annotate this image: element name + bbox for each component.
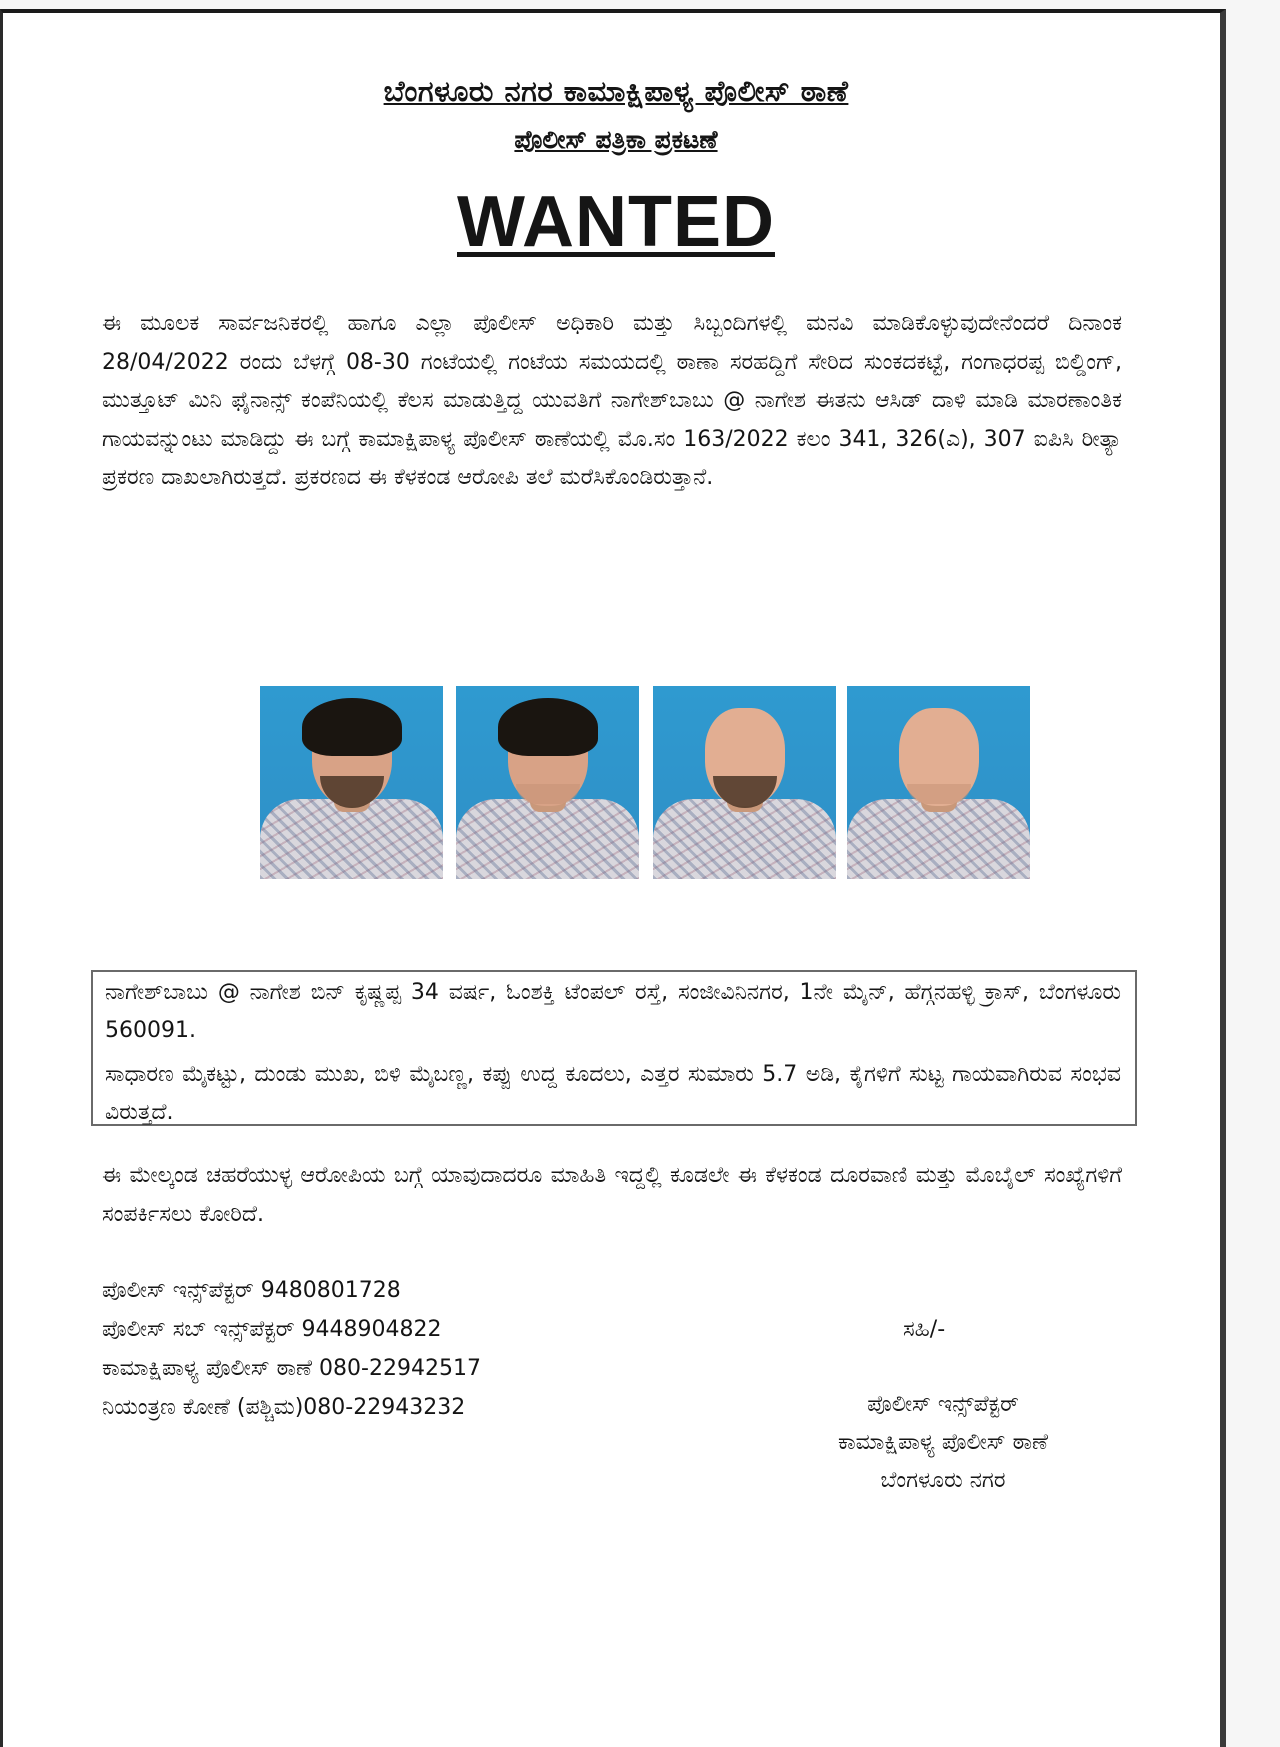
contact-station: ಕಾಮಾಕ್ಷಿಪಾಳ್ಯ ಪೊಲೀಸ್ ಠಾಣೆ 080-22942517	[102, 1356, 481, 1381]
suspect-photo-4	[847, 686, 1030, 879]
contact-control-room: ನಿಯಂತ್ರಣ ಕೋಣೆ (ಪಶ್ಚಿಮ)080-22943232	[102, 1395, 466, 1420]
suspect-details: ನಾಗೇಶ್‌ಬಾಬು @ ನಾಗೇಶ ಬಿನ್ ಕೃಷ್ಣಪ್ಪ 34 ವರ್ಷ, ಓಂಶಕ್ತಿ ಟೆಂಪಲ್ ರಸ್ತೆ, ಸಂಜೀವಿನಿನಗರ, 1ನೇ ಮೈನ್, ಹೆಗ್ಗನಹಳ್ಳಿ ಕ್ರಾಸ್, ಬೆಂಗಳೂರು 560091.	[105, 980, 1121, 1043]
signature-mark: ಸಹಿ/-	[903, 1317, 946, 1342]
wanted-heading: WANTED	[457, 182, 775, 262]
signature-block	[743, 1386, 1143, 1500]
suspect-photo-3	[653, 686, 836, 879]
suspect-description: ಸಾಧಾರಣ ಮೈಕಟ್ಟು, ದುಂಡು ಮುಖ, ಬಿಳಿ ಮೈಬಣ್ಣ, ಕಪ್ಪು ಉದ್ದ ಕೂದಲು, ಎತ್ತರ ಸುಮಾರು 5.7 ಅಡಿ, ಕೈಗಳಿಗೆ ಸುಟ್ಟ ಗಾಯವಾಗಿರುವ ಸಂಭವ ವಿರುತ್ತದೆ.	[105, 1062, 1121, 1125]
wanted-notice-page	[0, 9, 1226, 1747]
incident-paragraph: ಈ ಮೂಲಕ ಸಾರ್ವಜನಿಕರಲ್ಲಿ ಹಾಗೂ ಎಲ್ಲಾ ಪೊಲೀಸ್ ಅಧಿಕಾರಿ ಮತ್ತು ಸಿಬ್ಬಂದಿಗಳಲ್ಲಿ ಮನವಿ ಮಾಡಿಕೊಳ್ಳುವುದೇನೆಂದರೆ ದಿನಾಂಕ 28/04/2022 ರಂದು ಬೆಳಗ್ಗೆ 08-30 ಗಂಟೆಯಲ್ಲಿ ಗಂಟೆಯ ಸಮಯದಲ್ಲಿ ಠಾಣಾ ಸರಹದ್ದಿಗೆ ಸೇರಿದ ಸುಂಕದಕಟ್ಟೆ, ಗಂಗಾಧರಪ್ಪ ಬಿಲ್ಡಿಂಗ್, ಮುತ್ತೂಟ್ ಮಿನಿ ಫೈನಾನ್ಸ್ ಕಂಪೆನಿಯಲ್ಲಿ ಕೆಲಸ ಮಾಡುತ್ತಿದ್ದ ಯುವತಿಗೆ ನಾಗೇಶ್‌ಬಾಬು @ ನಾಗೇಶ ಈತನು ಆಸಿಡ್ ದಾಳಿ ಮಾಡಿ ಮಾರಣಾಂತಿಕ ಗಾಯವನ್ನುಂಟು ಮಾಡಿದ್ದು ಈ ಬಗ್ಗೆ ಕಾಮಾಕ್ಷಿಪಾಳ್ಯ ಪೊಲೀಸ್ ಠಾಣೆಯಲ್ಲಿ ಮೊ.ಸಂ 163/2022 ಕಲಂ 341, 326(ಎ), 307 ಐಪಿಸಿ ರೀತ್ಯಾ ಪ್ರಕರಣ ದಾಖಲಾಗಿರುತ್ತದೆ. ಪ್ರಕರಣದ ಈ ಕೆಳಕಂಡ ಆರೋಪಿ ತಲೆ ಮರೆಸಿಕೊಂಡಿರುತ್ತಾನೆ.	[102, 311, 1122, 490]
press-release-title: ಪೊಲೀಸ್ ಪತ್ರಿಕಾ ಪ್ರಕಟಣೆ	[514, 125, 718, 154]
suspect-photo-2	[456, 686, 639, 879]
contact-sub-inspector: ಪೊಲೀಸ್ ಸಬ್ ಇನ್ಸ್‌ಪೆಕ್ಟರ್ 9448904822	[102, 1317, 442, 1342]
suspect-photo-1	[260, 686, 443, 879]
suspect-info-box	[91, 970, 1137, 1126]
contact-list	[102, 1271, 722, 1427]
suspect-photos	[260, 686, 1030, 879]
contact-inspector: ಪೊಲೀಸ್ ಇನ್ಸ್‌ಪೆಕ್ಟರ್ 9480801728	[102, 1278, 401, 1303]
signature-designation: ಪೊಲೀಸ್ ಇನ್ಸ್‌ಪೆಕ್ಟರ್	[867, 1392, 1019, 1417]
station-title: ಬೆಂಗಳೂರು ನಗರ ಕಾಮಾಕ್ಷಿಪಾಳ್ಯ ಪೊಲೀಸ್ ಠಾಣೆ	[383, 74, 849, 108]
signature-city: ಬೆಂಗಳೂರು ನಗರ	[880, 1468, 1006, 1493]
signature-station: ಕಾಮಾಕ್ಷಿಪಾಳ್ಯ ಪೊಲೀಸ್ ಠಾಣೆ	[837, 1430, 1049, 1455]
appeal-paragraph: ಈ ಮೇಲ್ಕಂಡ ಚಹರೆಯುಳ್ಳ ಆರೋಪಿಯ ಬಗ್ಗೆ ಯಾವುದಾದರೂ ಮಾಹಿತಿ ಇದ್ದಲ್ಲಿ ಕೂಡಲೇ ಈ ಕೆಳಕಂಡ ದೂರವಾಣಿ ಮತ್ತು ಮೊಬೈಲ್ ಸಂಖ್ಯೆಗಳಿಗೆ ಸಂಪರ್ಕಿಸಲು ಕೋರಿದೆ.	[102, 1163, 1122, 1227]
